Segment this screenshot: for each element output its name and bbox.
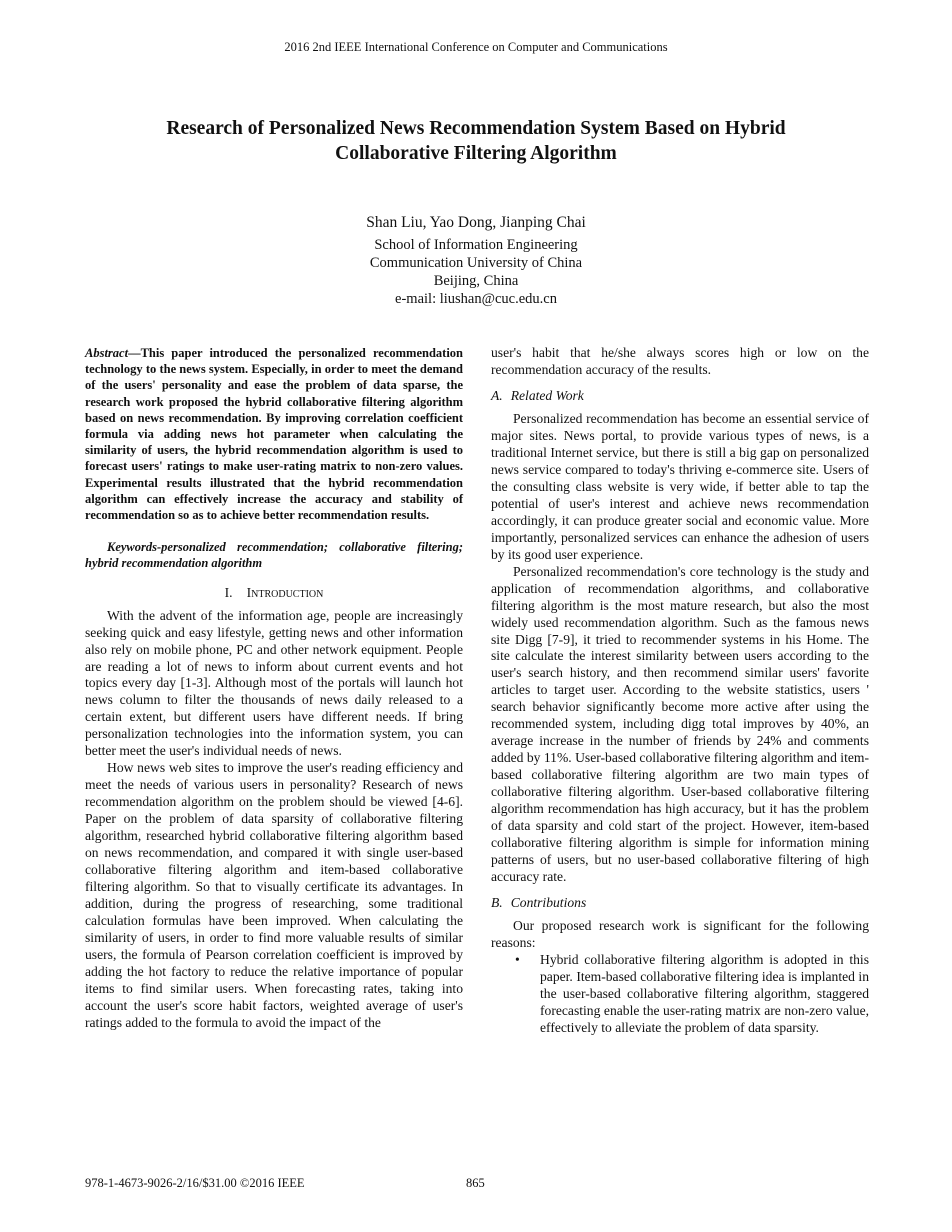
paragraph: Our proposed research work is significant for the following reasons: bbox=[491, 918, 869, 950]
list-item bbox=[491, 952, 869, 1037]
author-block bbox=[0, 214, 952, 308]
section-number: I. bbox=[224, 584, 233, 600]
paragraph: Personalized recommendation has become an essential service of major sites. News portal, to provide various types of news, is a traditional Internet service, but there is still a big gap on personalized news service compared to today's thriving e-commerce site. Users of the consulting class website is very wide, if better able to tap the potential of user's interest and achieve news recommendation accordingly, it can produce greater social and economic value. More importantly, personalized services can enhance the adhesion of users by its good user experience. bbox=[491, 410, 869, 562]
section-title: Introduction bbox=[246, 584, 324, 600]
conference-header: 2016 2nd IEEE International Conference on Computer and Communications bbox=[284, 40, 668, 54]
paragraph-continuation: user's habit that he/she always scores high or low on the recommendation accuracy of the results. bbox=[491, 345, 869, 377]
affiliation-line: School of Information Engineering bbox=[374, 237, 578, 253]
abstract-label: Abstract bbox=[85, 346, 129, 360]
subsection-number: A. bbox=[491, 387, 503, 403]
right-column bbox=[491, 345, 869, 1037]
author-names: Shan Liu, Yao Dong, Jianping Chai bbox=[366, 214, 586, 231]
subsection-heading-related-work bbox=[491, 388, 869, 405]
subsection-heading-contributions bbox=[491, 895, 869, 912]
paragraph: With the advent of the information age, people are increasingly seeking quick and easy lifestyle, getting news and other information also rely on mobile phone, PC and other network equipment. People are reading a lot of news to inform about current events and hot topics every day [1-3]. Although most of the portals will launch hot news column to filter the thousands of news daily released to a certain extent, but different users have different needs. If bring personalization technologies into the information system, you can better meet the user's individual needs of news. bbox=[85, 607, 463, 759]
paragraph: How news web sites to improve the user's reading efficiency and meet the needs of various users in personality? Research of news recommendation algorithm on the problem should be viewed [4-6]. Paper on the problem of data sparsity of collaborative filtering algorithm, researched hybrid collaborative filtering algorithm based on news recommendation, and compared it with single user-based collaborative filtering algorithm and item-based collaborative filtering algorithm. So that to visually certificate its advantages. In addition, during the progress of researching, some traditional calculation formulas have been improved. When calculating the similarity of users, in order to find more valuable results of similar users, the formula of Pearson correlation coefficient is improved by adding the hot factory to reduce the relative importance of popular items to find similar users. When forecasting rates, taking into account the user's score habit factors, weighted average of user's ratings added to the formula to avoid the impact of the bbox=[85, 760, 463, 1030]
section-heading-introduction bbox=[85, 585, 463, 602]
affiliation-line: Communication University of China bbox=[369, 255, 583, 271]
subsection-number: B. bbox=[491, 895, 503, 911]
paragraph: Personalized recommendation's core technology is the study and application of recommendation algorithms, and collaborative filtering algorithm is the most mature research, but also the most widely used recommendation algorithm. Such as the famous news site Digg [7-9], it tried to recommender systems in his Home. The site calculate the interest similarity between users according to the user's search history, and then recommend similar users' favorite articles to target user. According to the website statistics, users ' search behavior significantly become more active after using the recommended system, including digg total improves by 40%, an average increase in the number of friends by 24% and comments added by 11%. User-based collaborative filtering algorithm and item-based collaborative filtering algorithm are two main types of collaborative filtering algorithm. User-based collaborative filtering algorithm recommendation has high accuracy, but it has the problem of data sparsity and cold start of the project. However, item-based collaborative filtering algorithm is simple for information mining patterns of users, but no user-based collaborative filtering of high accuracy rate. bbox=[491, 563, 869, 885]
keywords: Keywords-personalized recommendation; collaborative filtering; hybrid recommendation algorithm bbox=[85, 540, 463, 571]
list-item-text: Hybrid collaborative filtering algorithm is adopted in this paper. Item-based collaborative filtering idea is implanted in the user-based collaborative filtering algorithm, staggered forecasting enable the user-rating matrix are non-zero value, effectively to alleviate the problem of data sparsity. bbox=[540, 951, 869, 1035]
subsection-title: Related Work bbox=[510, 387, 584, 403]
affiliation-line: Beijing, China bbox=[433, 273, 519, 289]
paper-title: Research of Personalized News Recommendation System Based on Hybrid Collaborative Filtering Algorithm bbox=[166, 118, 786, 164]
abstract-text: This paper introduced the personalized recommendation technology to the news system. Especially, in order to meet the demand of the users' personality and ease the problem of data sparse, the research work proposed the hybrid collaborative filtering algorithm based on news recommendation. By improving correlation coefficient formula via adding news hot parameter when calculating the similarity of users, the hybrid recommendation algorithm is used to forecast users' ratings to make user-rating matrix to non-zero values. Experimental results illustrated that the hybrid recommendation algorithm can effectively increase the accuracy and stability of recommendation so as to achieve better recommendation results. bbox=[85, 346, 463, 523]
abstract-dash: — bbox=[128, 346, 141, 360]
page-number: 865 bbox=[466, 1176, 485, 1190]
author-email: e-mail: liushan@cuc.edu.cn bbox=[395, 291, 557, 307]
subsection-title: Contributions bbox=[510, 895, 587, 911]
left-column bbox=[85, 345, 463, 1032]
abstract bbox=[85, 345, 463, 523]
bullet-icon: • bbox=[515, 951, 520, 967]
footer-isbn: 978-1-4673-9026-2/16/$31.00 ©2016 IEEE bbox=[85, 1176, 305, 1190]
contributions-list bbox=[491, 952, 869, 1037]
